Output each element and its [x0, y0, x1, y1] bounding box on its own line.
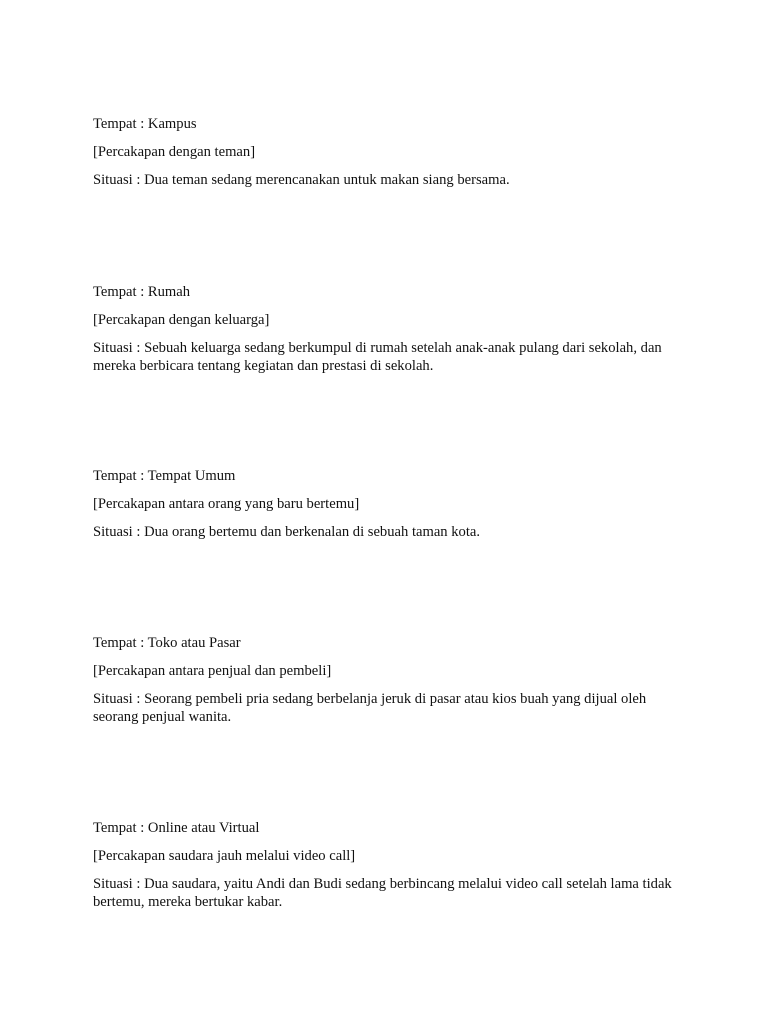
conversation-type-line: [Percakapan dengan keluarga]: [93, 312, 270, 328]
situation-text: Situasi : Seorang pembeli pria sedang berbelanja jeruk di pasar atau kios buah yang dijual oleh seorang penjual wanita.: [93, 691, 647, 725]
place-line: Tempat : Online atau Virtual: [93, 820, 260, 836]
scenario-section: [93, 634, 683, 726]
place-line: Tempat : Kampus: [93, 116, 197, 132]
situation-text: Situasi : Sebuah keluarga sedang berkumpul di rumah setelah anak-anak pulang dari sekolah, dan mereka berbicara tentang kegiatan dan prestasi di sekolah.: [93, 340, 662, 374]
situation-text: Situasi : Dua teman sedang merencanakan untuk makan siang bersama.: [93, 172, 510, 188]
conversation-type-line: [Percakapan antara penjual dan pembeli]: [93, 663, 332, 679]
conversation-type-line: [Percakapan antara orang yang baru bertemu]: [93, 496, 360, 512]
place-line: Tempat : Rumah: [93, 284, 191, 300]
scenario-section: [93, 115, 683, 189]
place-line: Tempat : Tempat Umum: [93, 468, 236, 484]
conversation-type-line: [Percakapan saudara jauh melalui video call]: [93, 848, 356, 864]
scenario-section: [93, 283, 683, 375]
situation-text: Situasi : Dua saudara, yaitu Andi dan Budi sedang berbincang melalui video call setelah lama tidak bertemu, mereka bertukar kabar.: [93, 876, 672, 910]
place-line: Tempat : Toko atau Pasar: [93, 635, 241, 651]
situation-text: Situasi : Dua orang bertemu dan berkenalan di sebuah taman kota.: [93, 524, 481, 540]
scenario-section: [93, 819, 683, 911]
scenario-section: [93, 467, 683, 541]
conversation-type-line: [Percakapan dengan teman]: [93, 144, 256, 160]
